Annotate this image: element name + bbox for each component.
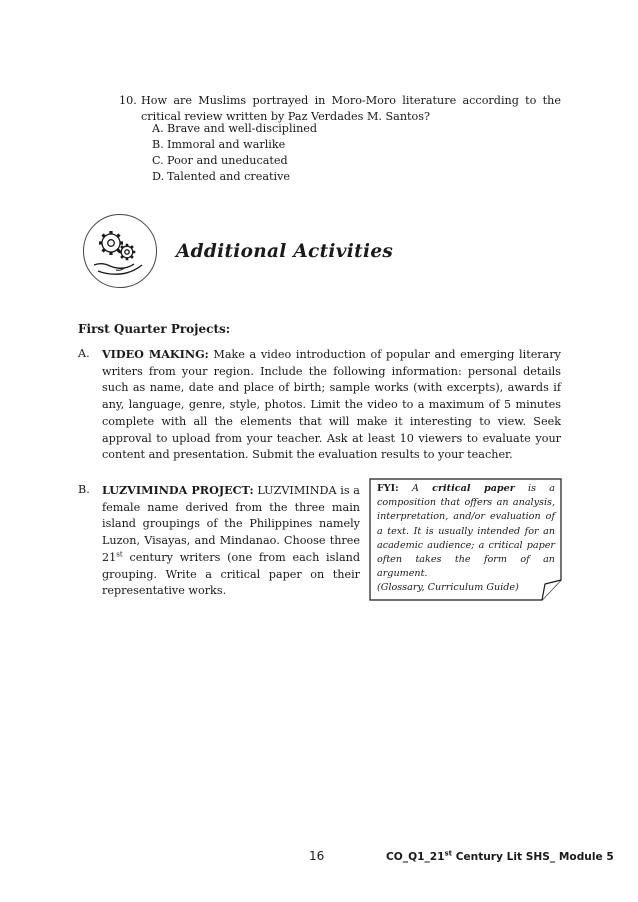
module-code-sup: st [444,849,453,858]
project-a-body: Make a video introduction of popular and emerging literary writers from your region. Include the following information: personal details such as name, date and place of birth; sample works (with excerpts), awards if any, language, genre, style, photos. Limit the video to a maximum of 5 minutes complete with all the elements that will make it interesting to view. Seek approval to upload from your teacher. Ask at least 10 viewers to evaluate your content and presentation. Submit the evaluation results to your teacher. [102,348,561,462]
module-code-post: Century Lit SHS_ Module 5 [452,851,614,863]
project-b-title: LUZVIMINDA PROJECT: [102,483,254,497]
choice-letter: A. [152,122,164,135]
fyi-term: critical paper [432,483,515,494]
projects-heading: First Quarter Projects: [78,322,231,336]
fyi-text [377,482,555,596]
choice-d [152,169,317,185]
question-text-line-2: critical review written by Paz Verdades M. Santos? [141,110,431,123]
project-a-marker: A. [78,347,90,360]
choice-c [152,153,317,169]
choice-text: Talented and creative [167,170,291,183]
choice-text: Brave and well-disciplined [167,122,318,135]
choice-text: Immoral and warlike [167,138,286,151]
choice-letter: B. [152,138,164,151]
project-a [102,346,561,464]
question-number: 10. [119,94,137,107]
fyi-source: (Glossary, Curriculum Guide) [377,582,519,594]
ordinal-suffix: st [116,550,123,559]
fyi-note [369,478,564,602]
module-code-pre: CO_Q1_21 [386,851,445,863]
fyi-label: FYI: [377,483,399,494]
module-code [386,851,614,863]
choice-text: Poor and uneducated [167,154,288,167]
choice-a [152,121,317,137]
gears-in-hand-icon [83,214,157,288]
page-number: 16 [309,849,325,863]
fyi-body: is a composition that offers an analysis, interpretation, and/or evaluation of a text. It is usually intended for an academic audience; a critical paper often takes the form of an argument. [377,483,556,580]
choice-b [152,137,317,153]
project-b-body-1: LUZVIMINDA is a female name derived from the three main island groupings of the Philippines namely Luzon, Visayas, and Mindanao. Choose three 21 [102,484,360,564]
project-a-title: VIDEO MAKING: [102,347,209,361]
project-b-body-2: century writers (one from each island grouping. Write a critical paper on their representative works. [102,550,360,598]
question-text-line-1: How are Muslims portrayed in Moro-Moro literature according to the [141,94,561,107]
section-title: Additional Activities [176,241,394,262]
choice-letter: C. [152,154,164,167]
project-b [102,482,360,600]
choice-letter: D. [152,170,165,183]
fyi-pre: A [398,483,433,494]
answer-choices [152,121,317,185]
project-b-marker: B. [78,483,90,496]
